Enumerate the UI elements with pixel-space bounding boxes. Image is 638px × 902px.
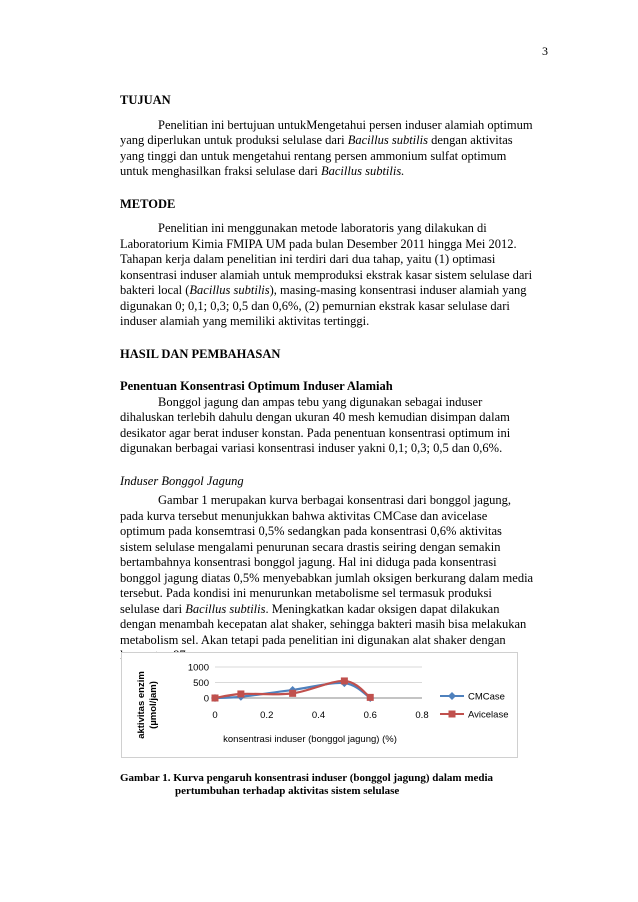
legend-marker-cmcase — [448, 692, 456, 700]
x-tick-label: 0.4 — [311, 710, 326, 721]
paragraph-metode: Penelitian ini menggunakan metode laboratoris yang dilakukan di Laboratorium Kimia FMIPA UM pada bulan Desember 2011 hingga Mei 2012. Tahapan kerja dalam penelitian ini terdiri dari dua tahap, yaitu (1) optimasi konsentrasi induser alamiah untuk memproduksi ekstrak kasar sistem selulase dari bakteri local (Bacillus subtilis), masing-masing konsentrasi induser alamiah yang digunakan 0; 0,1; 0,3; 0,5 dan 0,6%, (2) pemurnian ekstrak kasar selulase dari induser alamiah yang memiliki aktivitas tertinggi. — [120, 221, 533, 328]
legend-marker-avicelase — [449, 711, 456, 718]
paragraph-konsentrasi: Bonggol jagung dan ampas tebu yang digunakan sebagai induser dihaluskan terlebih dahulu dengan ukuran 40 mesh kemudian disimpan dalam desikator agar berat induser konstan. Pada penentuan konsentrasi optimum ini digunakan berbagai variasi konsentrasi induser yakni 0,1; 0,3; 0,5 dan 0,6%. — [120, 394, 511, 455]
data-point-avicelase — [237, 690, 244, 697]
y-axis-label-line2: (µmol/jam) — [148, 681, 159, 729]
section-heading-hasil: HASIL DAN PEMBAHASAN — [120, 346, 281, 361]
x-tick-label: 0.6 — [363, 710, 377, 721]
paragraph-tujuan: Penelitian ini bertujuan untukMengetahui persen induser alamiah optimum yang diperlukan untuk produksi selulase dari Bacillus subtilis dengan aktivitas yang tinggi dan untuk mengetahui rentang persen ammonium sulfat optimum untuk menghasilkan fraksi selulase dari Bacillus subtilis. — [120, 117, 533, 178]
legend-label-cmcase: CMCase — [468, 691, 505, 703]
x-tick-label: 0.2 — [260, 710, 274, 721]
caption-line-2: pertumbuhan terhadap aktivitas sistem selulase — [175, 785, 400, 797]
data-point-avicelase — [367, 694, 374, 701]
figure-1-chart — [121, 652, 518, 758]
document-body — [120, 93, 550, 664]
legend-label-avicelase: Avicelase — [468, 709, 509, 721]
subsection-heading-konsentrasi: Penentuan Konsentrasi Optimum Induser Alamiah — [120, 379, 393, 393]
y-tick-label: 0 — [203, 693, 209, 705]
subsection-heading-bonggol: Induser Bonggol Jagung — [120, 473, 244, 488]
x-tick-label: 0.8 — [415, 710, 429, 721]
section-heading-metode: METODE — [120, 196, 176, 211]
data-point-avicelase — [341, 677, 348, 684]
page-number: 3 — [542, 44, 548, 58]
y-axis-label-line1: aktivitas enzim — [136, 671, 147, 739]
figure-caption — [120, 772, 560, 798]
paragraph-bonggol: Gambar 1 merupakan kurva berbagai konsentrasi dari bonggol jagung, pada kurva tersebut menunjukkan bahwa aktivitas CMCase dan avicelase optimum pada konsemtrasi 0,5% sedangkan pada konsentrasi 0,6% aktivitas sistem selulase mengalami penurunan secara drastis seiring dengan semakin bertambahnya konsentrasi bonggol jagung. Hal ini diduga pada konsentrasi bonggol jagung diatas 0,5% menyebabkan jumlah oksigen berkurang dalam media tersebut. Pada kondisi ini menurunkan metabolisme sel termasuk produksi selulase dari Bacillus subtilis. Meningkatkan kadar oksigen dapat dilakukan dengan menambah kecepatan alat shaker, sehingga bakteri masih bisa melakukan metabolism sel. Akan tetapi pada penelitian ini digunakan alat shaker dengan — [120, 493, 534, 647]
data-point-avicelase — [289, 690, 296, 697]
x-tick-label: 0 — [212, 710, 218, 721]
y-tick-label: 500 — [193, 678, 209, 689]
caption-line-1: Gambar 1. Kurva pengaruh konsentrasi induser (bonggol jagung) dalam media — [120, 772, 494, 784]
chart-svg — [122, 653, 517, 757]
section-heading-tujuan: TUJUAN — [120, 93, 171, 107]
y-tick-label: 1000 — [187, 662, 209, 674]
x-axis-label: konsentrasi induser (bonggol jagung) (%) — [223, 734, 397, 745]
data-point-avicelase — [212, 695, 219, 702]
